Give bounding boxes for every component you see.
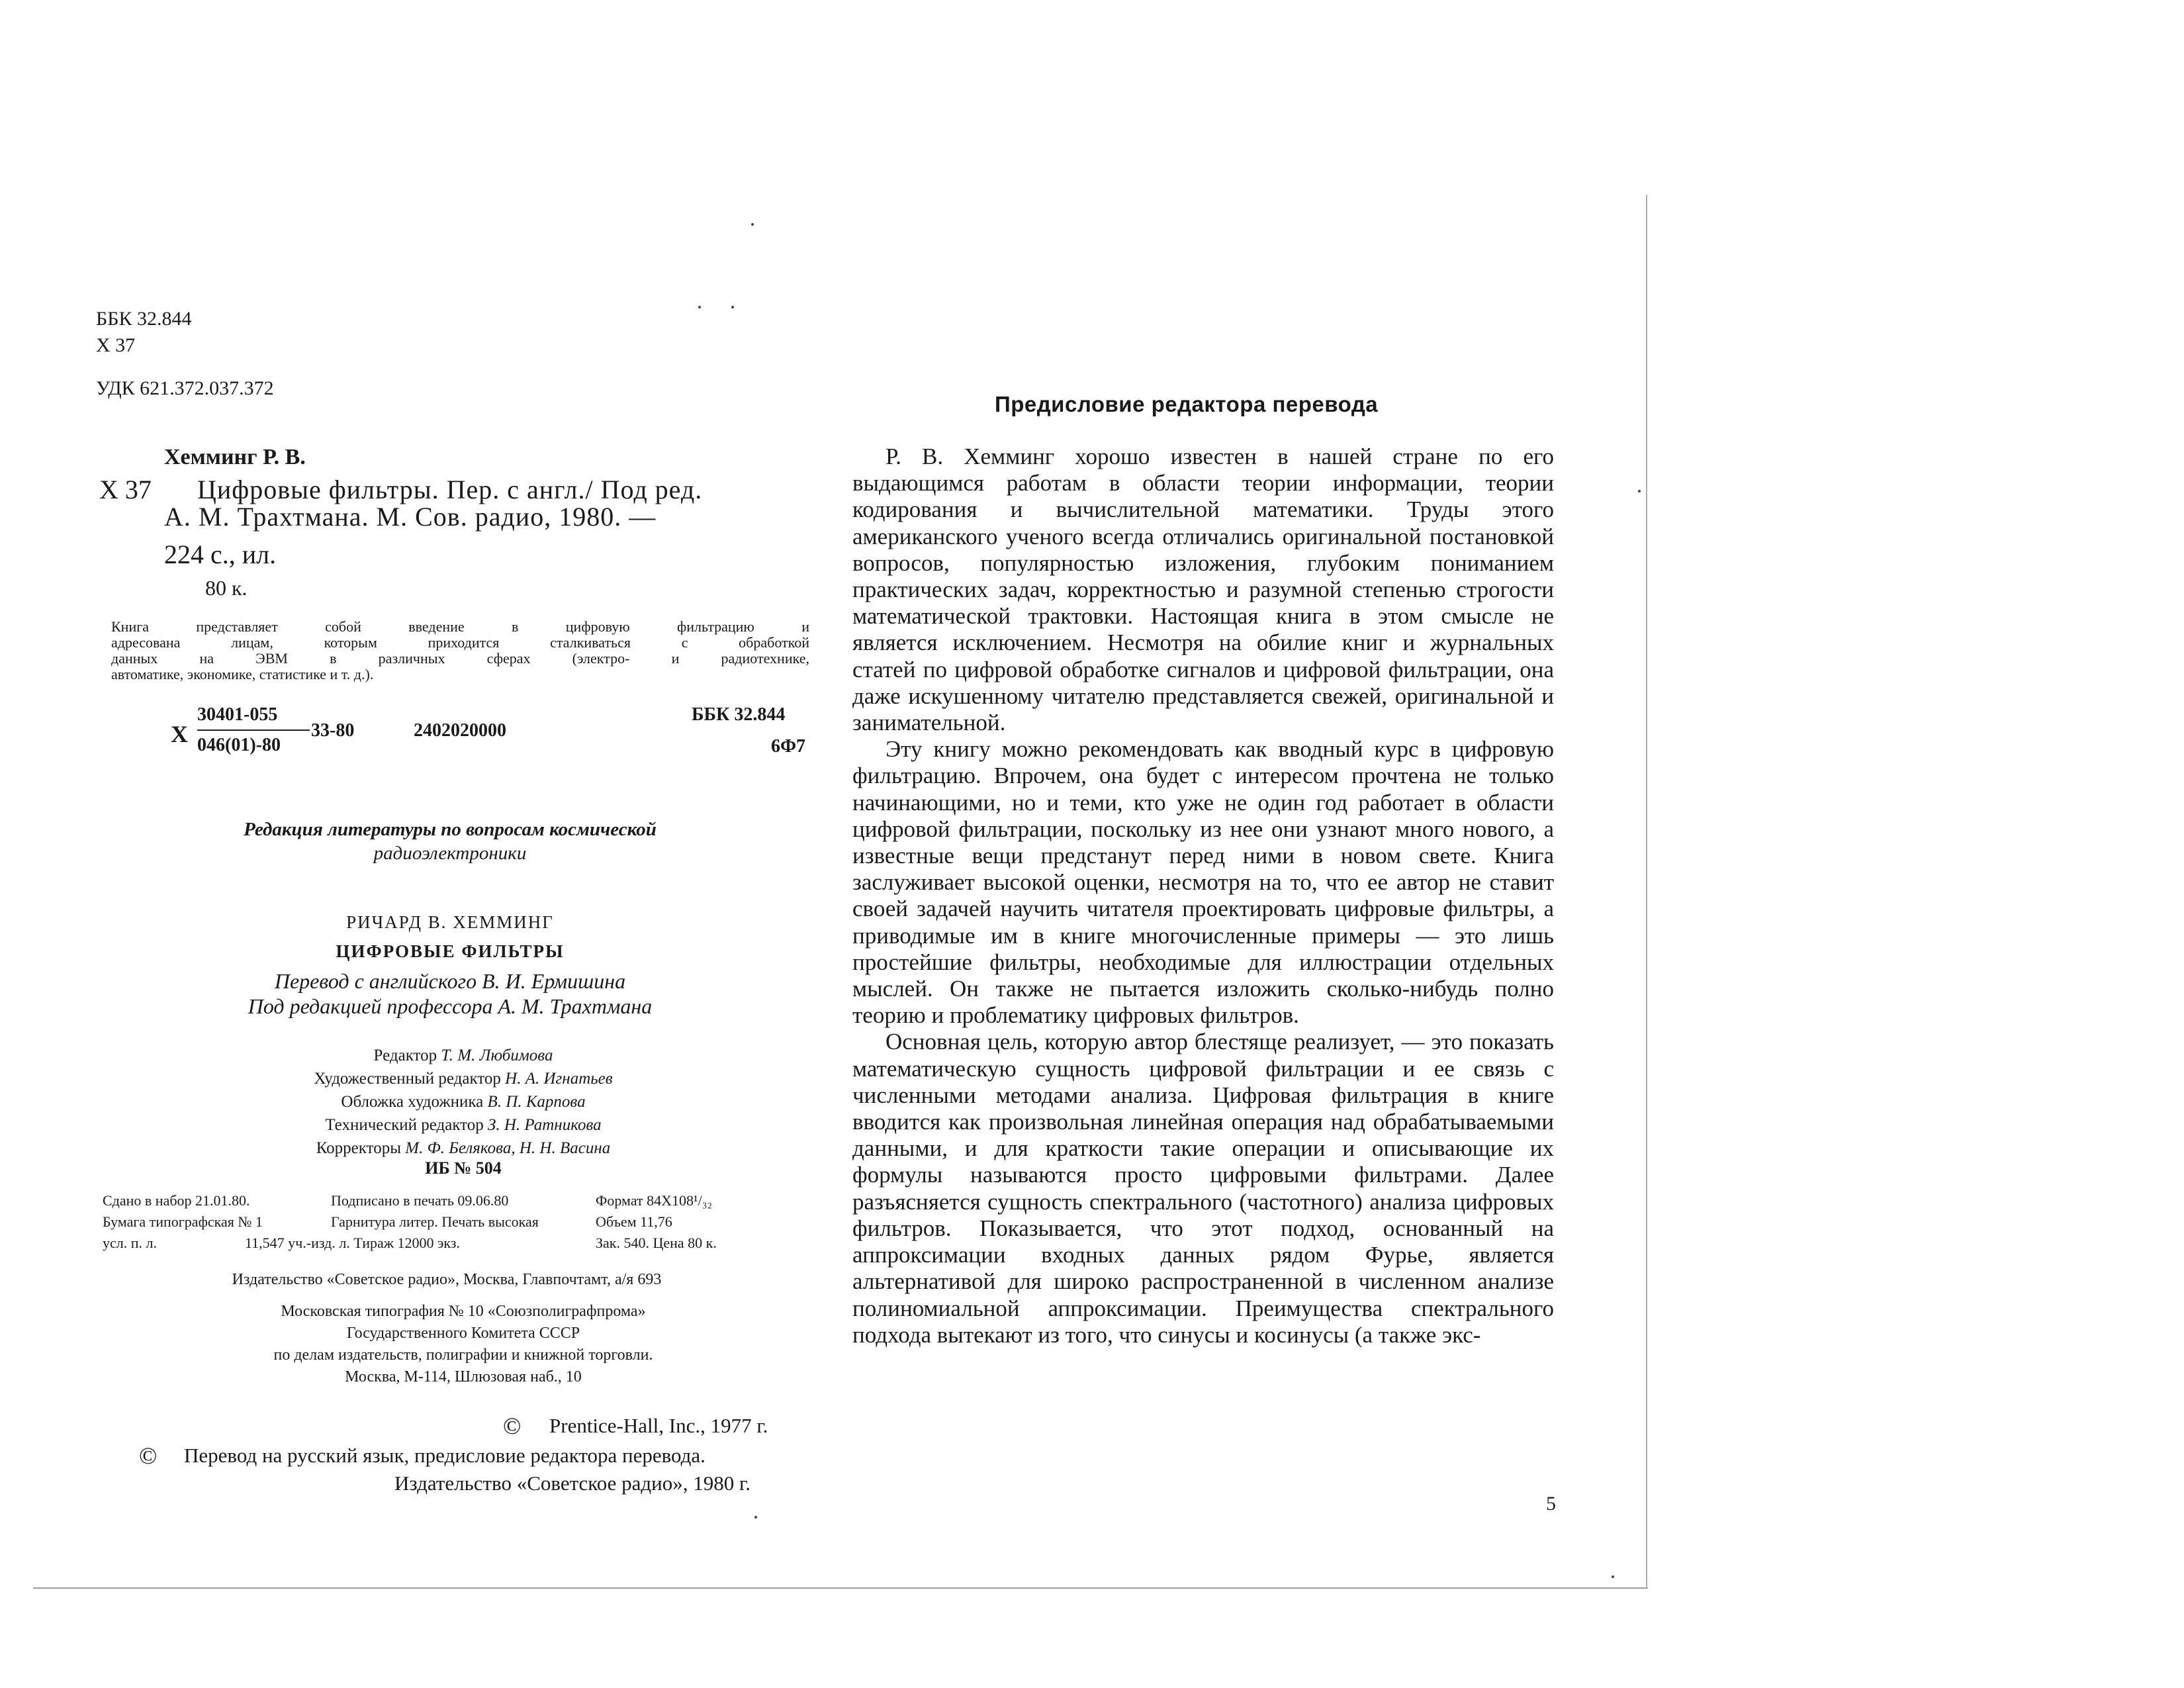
code-mid: 33-80 xyxy=(311,720,355,741)
staff-row: Технический редактор З. Н. Ратникова xyxy=(325,1116,602,1134)
biblio-line: Цифровые фильтры. Пер. с англ./ Под ред. xyxy=(197,475,703,504)
imprint-table xyxy=(103,1190,791,1254)
printer-block xyxy=(132,1301,794,1388)
bbk-right: ББК 32.844 xyxy=(692,704,786,725)
staff-row: Корректоры М. Ф. Белякова, Н. Н. Васина xyxy=(316,1139,611,1157)
imprint-row: усл. п. л. 11,547 уч.-изд. л. Тираж 12000 экз. Зак. 540. Цена 80 к. xyxy=(103,1235,717,1251)
speck xyxy=(698,306,701,308)
annotation-line: данных на ЭВМ в различных сферах (электро- и радиотехнике, xyxy=(111,650,809,667)
author-caps: РИЧАРД В. ХЕММИНГ xyxy=(346,912,554,932)
title-caps: ЦИФРОВЫЕ ФИЛЬТРЫ xyxy=(336,941,565,961)
scan-edge-vertical xyxy=(1646,195,1647,1589)
speck xyxy=(754,1516,757,1519)
page-heading: Предисловие редактора перевода xyxy=(995,392,1379,416)
speck xyxy=(1638,490,1641,492)
code-denominator: 046(01)-80 xyxy=(197,735,281,755)
catalog-index: Х 37 xyxy=(96,334,136,356)
scan-edge-horizontal xyxy=(33,1587,1648,1589)
speck xyxy=(751,223,754,226)
printer-line: Москва, М-114, Шлюзовая наб., 10 xyxy=(345,1368,582,1385)
author-name: Хемминг Р. В. xyxy=(164,445,306,469)
speck xyxy=(731,306,734,308)
paragraph: Р. В. Хемминг хорошо известен в нашей стране по его выдающимся работам в области теории информации, теории кодирования и вычислительной математики. Труды этого американского ученого всегда отличались оригинальной постановкой вопросов, популярностью изложения, глубоким пониманием практических задач, корректностью и разумной степенью строгости математической трактовки. Настоящая книга в этом смысле не является исключением. Несмотря на обилие книг и журнальных статей по цифровой обработке сигналов и цифровой фильтрации, она даже искушенному читателю представляется свежей, оригинальной и занимательной. xyxy=(852,444,1554,736)
call-mark: Х 37 xyxy=(99,475,152,504)
publisher-address: Издательство «Советское радио», Москва, Главпочтамт, а/я 693 xyxy=(232,1271,662,1288)
copyright-symbol: © xyxy=(139,1442,158,1469)
code-letter: Х xyxy=(171,721,188,747)
annotation-line: Книга представляет собой введение в цифровую фильтрацию и xyxy=(111,618,809,635)
annotation xyxy=(111,619,809,682)
fraction-bar xyxy=(197,729,310,731)
speck xyxy=(1612,1575,1614,1578)
edition-line: радиоэлектроники xyxy=(373,843,527,864)
annotation-line: автоматике, экономике, статистике и т. д.). xyxy=(111,666,374,682)
copyright-line: Prentice-Hall, Inc., 1977 г. xyxy=(549,1414,768,1437)
translation-line: Перевод с английского В. И. Ермишина xyxy=(274,969,626,993)
edition-block xyxy=(132,818,768,865)
code-number: 2402020000 xyxy=(414,720,506,741)
copyright-line: Перевод на русский язык, предисловие редактора перевода. xyxy=(184,1444,705,1467)
page-number: 5 xyxy=(1546,1493,1556,1515)
paragraph: Эту книгу можно рекомендовать как вводный курс в цифровую фильтрацию. Впрочем, она будет с интересом прочтена не только начинающими, но и теми, кто уже не один год работает в области цифровой фильтрации, поскольку из нее они узнают много нового, а известные вещи предстанут перед ними в новом свете. Книга заслуживает высокой оценки, несмотря на то, что ее автор не ставит своей задачей научить читателя проектировать цифровые фильтры, а приводимые им в книге многочисленные примеры — это лишь простейшие фильтры, необходимые для иллюстрации отдельных мыслей. Он также не пытается изложить сколько-нибудь полно теорию и проблематику цифровых фильтров. xyxy=(852,736,1554,1029)
paragraph: Основная цель, которую автор блестяще реализует, — это показать математическую сущность цифровой фильтрации и ее связь с численными методами анализа. Цифровая фильтрация в книге вводится как произвольная линейная операция над обрабатываемыми данными, и для краткости такие операции и описывающие их формулы называются просто цифровыми фильтрами. Далее разъясняется сущность спектрального (частотного) анализа цифровых фильтров. Показывается, что этот подход, основанный на аппроксимации входных данных рядом Фурье, является альтернативой для широко распространенной в численном анализе полиномиальной аппроксимации. Преимущества спектрального подхода вытекают из того, что синусы и косинусы (а также экс- xyxy=(852,1029,1554,1348)
printer-line: Московская типография № 10 «Союзполиграфпрома» xyxy=(281,1303,646,1320)
code-numerator: 30401-055 xyxy=(197,704,278,725)
copyright-symbol: © xyxy=(503,1413,522,1439)
edition-line: Редакция литературы по вопросам космической xyxy=(244,819,657,840)
catalog-udk: УДК 621.372.037.372 xyxy=(96,377,274,399)
imprint-row: Сдано в набор 21.01.80. Подписано в печать 09.06.80 Формат 84Х108¹/₃₂ xyxy=(103,1192,713,1209)
copyright-line: Издательство «Советское радио», 1980 г. xyxy=(394,1472,751,1495)
staff-row: Обложка художника В. П. Карпова xyxy=(341,1093,586,1111)
printer-line: по делам издательств, полиграфии и книжной торговли. xyxy=(273,1346,653,1364)
biblio-line: А. М. Трахтмана. М. Сов. радио, 1980. — xyxy=(164,502,657,532)
ib-number: ИБ № 504 xyxy=(425,1158,502,1178)
imprint-row: Бумага типографская № 1 Гарнитура литер. Печать высокая Объем 11,76 xyxy=(103,1213,672,1230)
staff-list xyxy=(199,1044,728,1160)
printer-line: Государственного Комитета СССР xyxy=(346,1325,580,1342)
price: 80 к. xyxy=(205,576,248,600)
annotation-line: адресована лицам, которым приходится сталкиваться с обработкой xyxy=(111,634,809,651)
staff-row: Художественный редактор Н. А. Игнатьев xyxy=(314,1070,613,1088)
body-text xyxy=(852,444,1554,1348)
catalog-bbk: ББК 32.844 xyxy=(96,308,192,330)
bbk-right-code: 6Ф7 xyxy=(771,736,806,757)
translation-line: Под редакцией профессора А. М. Трахтмана xyxy=(248,994,653,1018)
staff-row: Редактор Т. М. Любимова xyxy=(373,1047,553,1064)
biblio-line: 224 с., ил. xyxy=(164,539,277,569)
